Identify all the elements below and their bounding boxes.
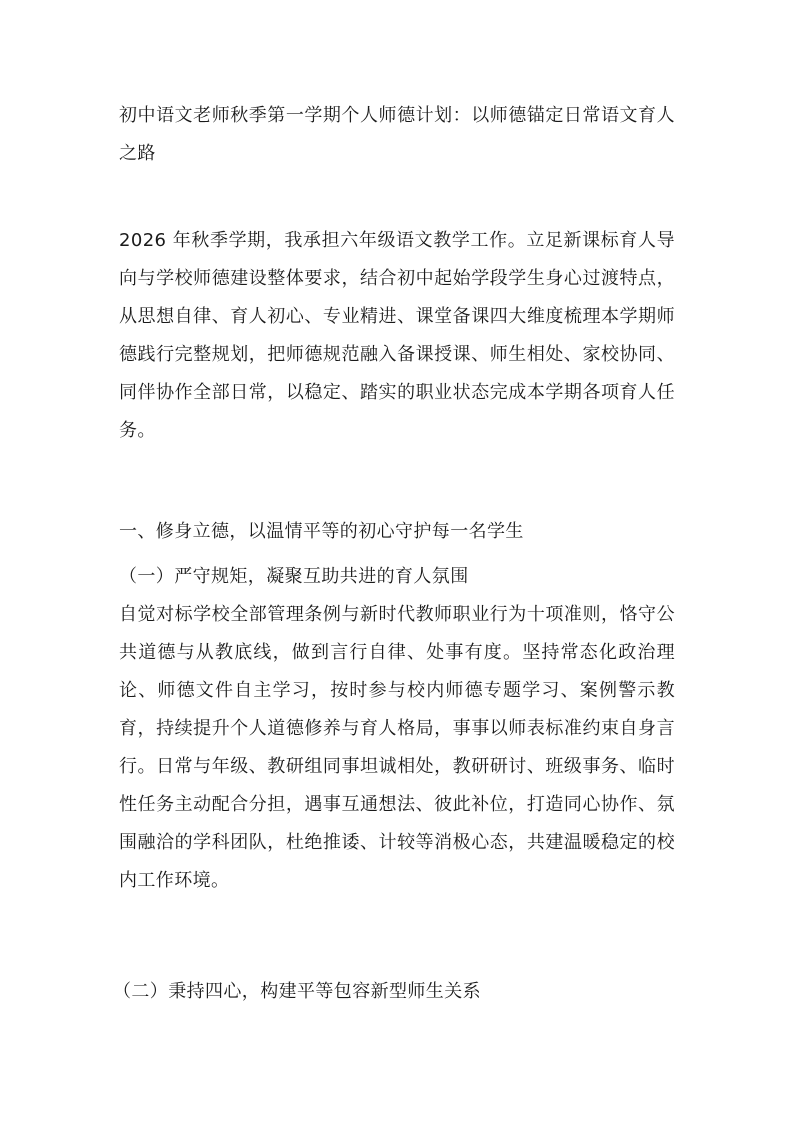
subsection-heading-2: （二）秉持四心，构建平等包容新型师生关系	[113, 981, 481, 1002]
subsection-body-1: 自觉对标学校全部管理条例与新时代教师职业行为十项准则，恪守公共道德与从教底线，做到言行自律、处事有度。坚持常态化政治理论、师德文件自主学习，按时参与校内师德专题学习、案例警示教育，持续提升个人道德修养与育人格局，事事以师表标准约束自身言行。日常与年级、教研组同事坦诚相处，教研研讨、班级事务、临时性任务主动配合分担，遇事互通想法、彼此补位，打造同心协作、氛围融洽的学科团队，杜绝推诿、计较等消极心态，共建温暖稳定的校内工作环境。	[119, 604, 675, 891]
subsection-heading-1: （一）严守规矩，凝聚互助共进的育人氛围	[119, 566, 469, 587]
document-title: 初中语文老师秋季第一学期个人师德计划：以师德锚定日常语文育人之路	[119, 105, 675, 164]
section-heading-1: 一、修身立德，以温情平等的初心守护每一名学生	[119, 521, 524, 542]
intro-paragraph: 2026 年秋季学期，我承担六年级语文教学工作。立足新课标育人导向与学校师德建设整体要求，结合初中起始学段学生身心过渡特点，从思想自律、育人初心、专业精进、课堂备课四大维度梳理本学期师德践行完整规划，把师德规范融入备课授课、师生相处、家校协同、同伴协作全部日常，以稳定、踏实的职业状态完成本学期各项育人任务。	[119, 230, 675, 441]
